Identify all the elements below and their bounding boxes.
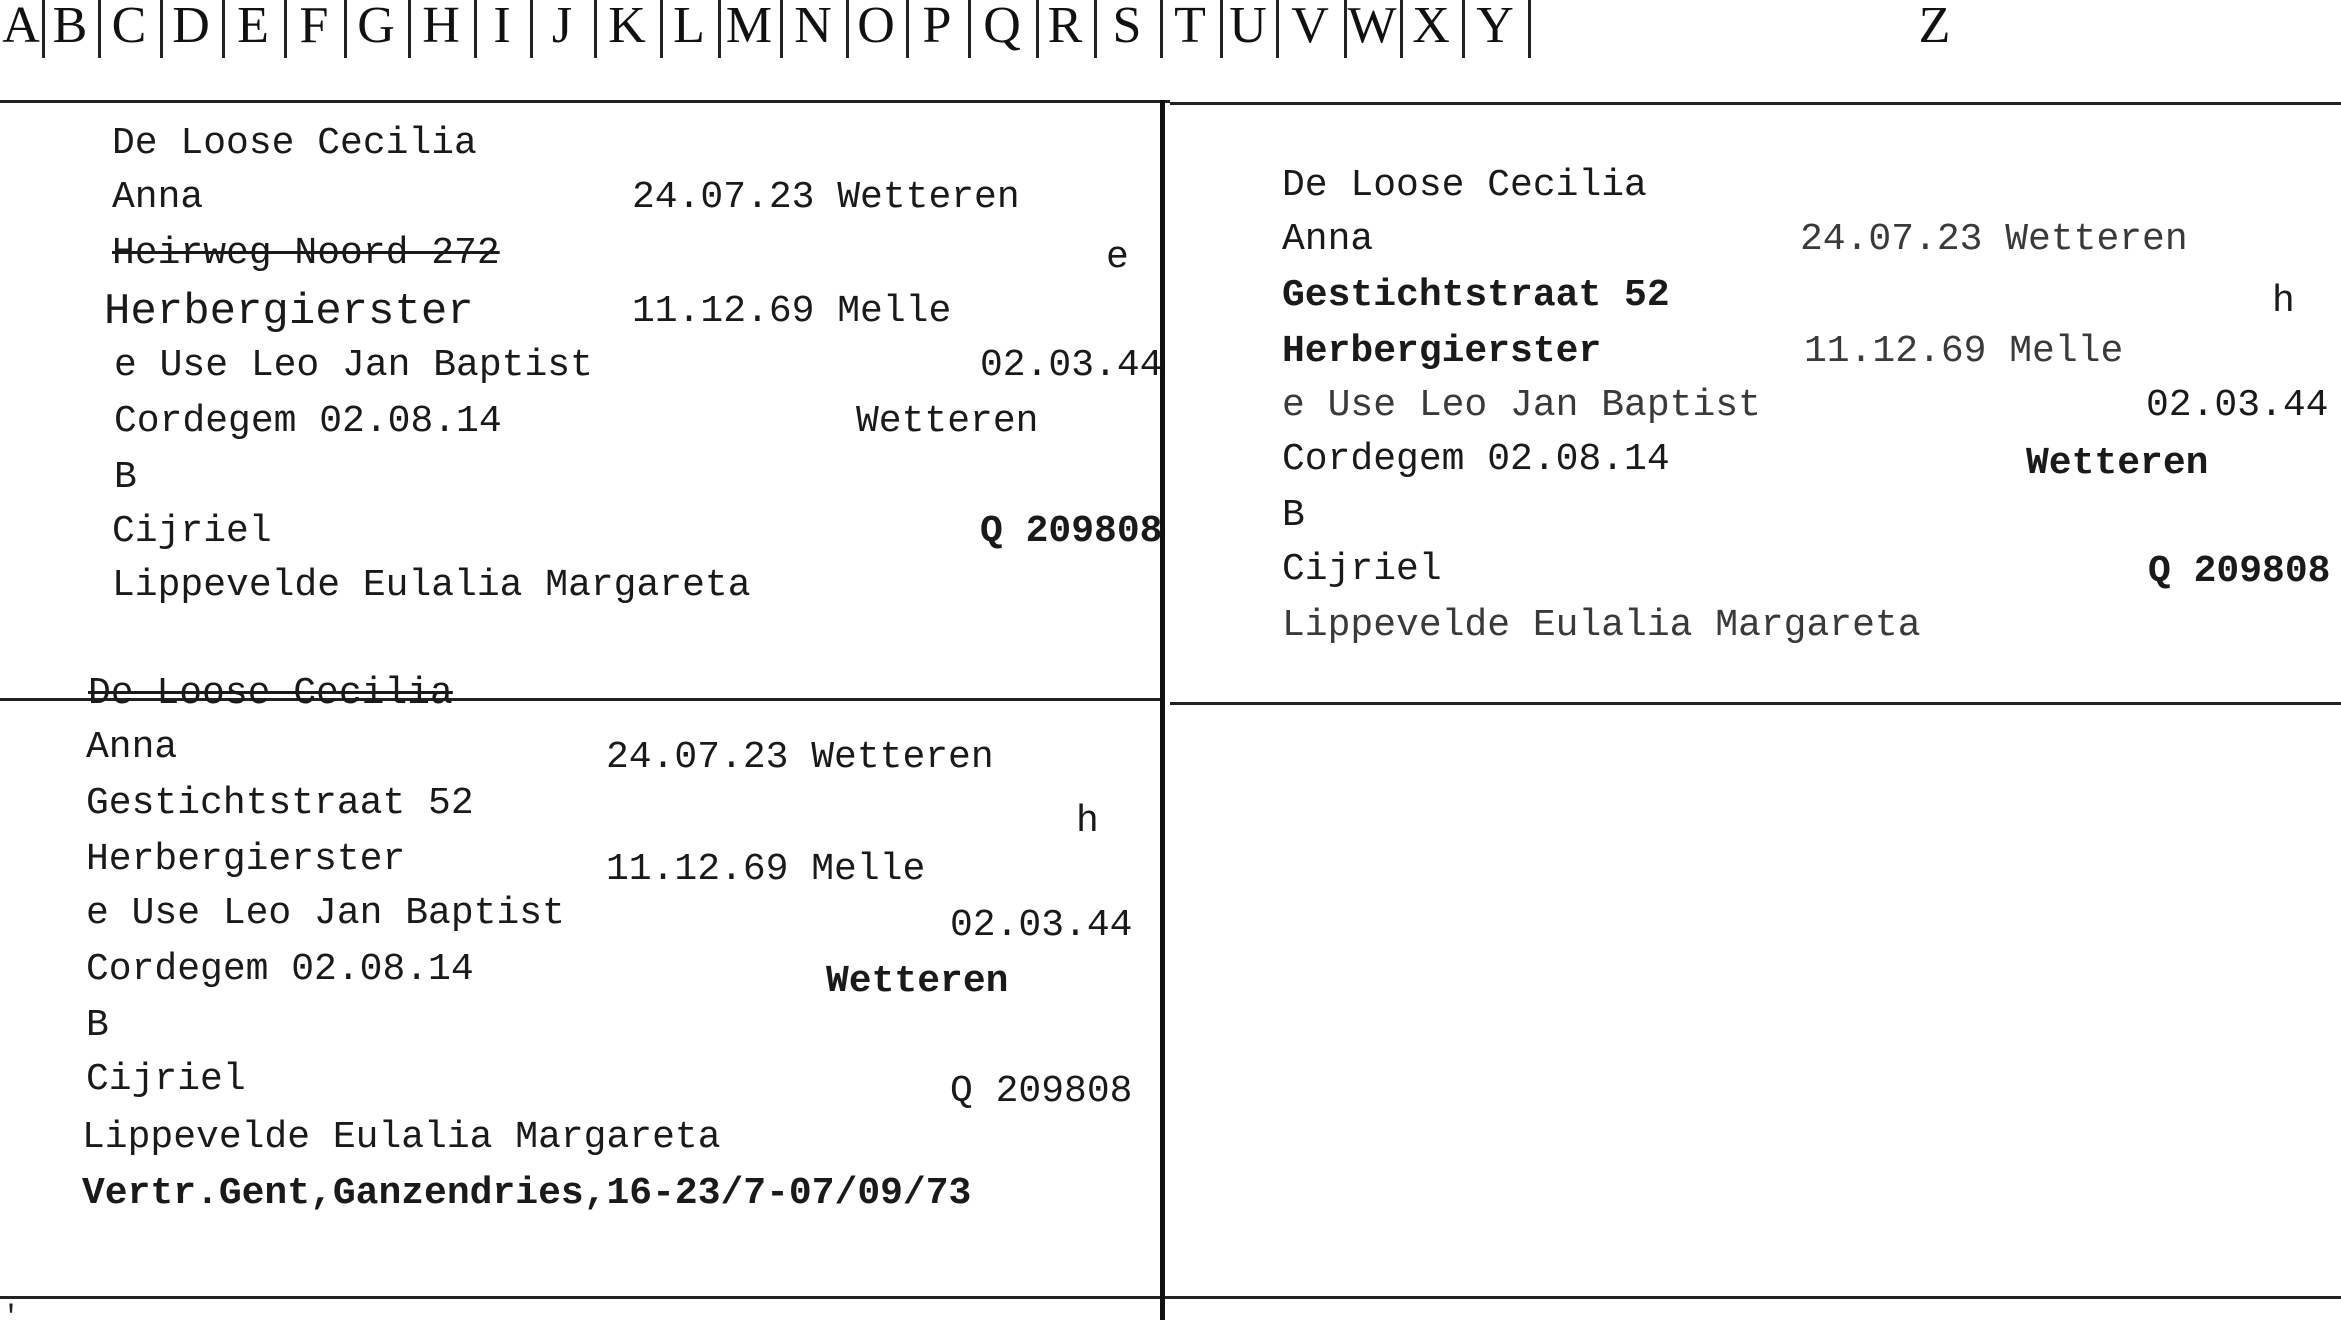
card-divider xyxy=(1160,100,1165,1320)
alphabet-separator xyxy=(1400,0,1403,58)
card-father: Cijriel xyxy=(86,1058,246,1101)
card-number: Q 209808 xyxy=(950,1070,1133,1113)
card-name: De Loose Cecilia xyxy=(112,122,477,165)
card-address: Gestichtstraat 52 xyxy=(86,782,474,825)
alphabet-letter-h: H xyxy=(422,0,460,54)
alphabet-letter-b: B xyxy=(52,0,88,54)
alphabet-separator xyxy=(968,0,971,58)
card-spouse: e Use Leo Jan Baptist xyxy=(114,344,593,387)
card-spouse-date: 02.03.44 xyxy=(980,344,1163,387)
alphabet-letter-j: J xyxy=(551,0,573,54)
alphabet-letter-o: O xyxy=(857,0,895,54)
top-rule xyxy=(0,100,1170,103)
card-spouse-place: Wetteren xyxy=(2026,442,2209,485)
card-name-struck: De Loose Cecilia xyxy=(88,672,453,715)
top-rule-right xyxy=(1170,102,2341,105)
alphabet-letter-r: R xyxy=(1047,0,1083,54)
card-spouse-date: 02.03.44 xyxy=(950,904,1133,947)
alphabet-letter-u: U xyxy=(1229,0,1267,54)
alphabet-separator xyxy=(1036,0,1039,58)
alphabet-letter-v: V xyxy=(1291,0,1329,54)
card-mother: Lippevelde Eulalia Margareta xyxy=(1282,604,1921,647)
card-birth: 24.07.23 Wetteren xyxy=(606,736,994,779)
alphabet-letter-e: E xyxy=(237,0,269,54)
alphabet-separator xyxy=(160,0,163,58)
alphabet-separator xyxy=(1094,0,1097,58)
alphabet-letter-y: Y xyxy=(1476,0,1514,54)
card-marriage: 11.12.69 Melle xyxy=(1804,330,2124,373)
alphabet-letter-z: Z xyxy=(1918,0,1951,54)
card-nationality: B xyxy=(86,1004,109,1047)
middle-rule-right xyxy=(1170,702,2341,705)
card-number: Q 209808 xyxy=(2148,550,2331,593)
card-mother: Lippevelde Eulalia Margareta xyxy=(82,1116,721,1159)
alphabet-letter-i: I xyxy=(493,0,511,54)
card-given-name: Anna xyxy=(112,176,204,219)
card-address-struck: Heirweg Noord 272 xyxy=(112,232,500,275)
card-spouse-birth: Cordegem 02.08.14 xyxy=(1282,438,1670,481)
alphabet-separator xyxy=(222,0,225,58)
card-status-code: h xyxy=(1076,800,1099,843)
card-spouse-birth: Cordegem 02.08.14 xyxy=(114,400,502,443)
alphabet-letter-k: K xyxy=(608,0,646,54)
bottom-rule xyxy=(0,1296,2341,1299)
alphabet-letter-m: M xyxy=(725,0,773,54)
card-name: De Loose Cecilia xyxy=(1282,164,1647,207)
alphabet-letter-x: X xyxy=(1412,0,1450,54)
alphabet-separator xyxy=(474,0,477,58)
alphabet-separator xyxy=(1276,0,1279,58)
card-spouse-place: Wetteren xyxy=(856,400,1039,443)
alphabet-separator xyxy=(780,0,783,58)
alphabet-index-strip xyxy=(0,0,2341,58)
alphabet-letter-p: P xyxy=(922,0,952,54)
alphabet-letter-q: Q xyxy=(983,0,1021,54)
card-mother: Lippevelde Eulalia Margareta xyxy=(112,564,751,607)
scan-mark: ' xyxy=(2,1301,21,1320)
alphabet-separator xyxy=(1528,0,1531,58)
card-father: Cijriel xyxy=(1282,548,1442,591)
alphabet-separator xyxy=(1462,0,1465,58)
card-birth: 24.07.23 Wetteren xyxy=(1800,218,2188,261)
card-spouse-place: Wetteren xyxy=(826,960,1009,1003)
card-number: Q 209808 xyxy=(980,510,1163,553)
card-occupation: Herbergierster xyxy=(86,838,406,881)
card-spouse-birth: Cordegem 02.08.14 xyxy=(86,948,474,991)
alphabet-letter-s: S xyxy=(1112,0,1142,54)
card-spouse-date: 02.03.44 xyxy=(2146,384,2329,427)
alphabet-separator xyxy=(530,0,533,58)
alphabet-letter-l: L xyxy=(673,0,705,54)
card-given-name: Anna xyxy=(1282,218,1374,261)
card-marriage: 11.12.69 Melle xyxy=(606,848,926,891)
alphabet-letter-t: T xyxy=(1174,0,1206,54)
card-marriage: 11.12.69 Melle xyxy=(632,290,952,333)
alphabet-separator xyxy=(846,0,849,58)
card-given-name: Anna xyxy=(86,726,178,769)
alphabet-letter-d: D xyxy=(172,0,210,54)
alphabet-letter-c: C xyxy=(111,0,147,54)
alphabet-separator xyxy=(906,0,909,58)
card-birth: 24.07.23 Wetteren xyxy=(632,176,1020,219)
alphabet-separator xyxy=(284,0,287,58)
card-status-code: e xyxy=(1106,236,1129,279)
alphabet-separator xyxy=(42,0,45,58)
card-occupation: Herbergierster xyxy=(1282,330,1602,373)
alphabet-letter-a: A xyxy=(2,0,40,54)
card-spouse: e Use Leo Jan Baptist xyxy=(86,892,565,935)
card-father: Cijriel xyxy=(112,510,272,553)
alphabet-separator xyxy=(344,0,347,58)
alphabet-separator xyxy=(1160,0,1163,58)
card-address: Gestichtstraat 52 xyxy=(1282,274,1670,317)
alphabet-letter-w: W xyxy=(1347,0,1397,54)
alphabet-letter-n: N xyxy=(794,0,832,54)
alphabet-letter-f: F xyxy=(299,0,329,54)
alphabet-separator xyxy=(660,0,663,58)
card-spouse: e Use Leo Jan Baptist xyxy=(1282,384,1761,427)
card-status-code: h xyxy=(2272,280,2295,323)
alphabet-letter-g: G xyxy=(357,0,395,54)
alphabet-separator xyxy=(718,0,721,58)
alphabet-separator xyxy=(98,0,101,58)
card-nationality: B xyxy=(1282,494,1305,537)
card-nationality: B xyxy=(114,456,137,499)
alphabet-separator xyxy=(408,0,411,58)
alphabet-separator xyxy=(1220,0,1223,58)
alphabet-separator xyxy=(1344,0,1347,58)
card-departure: Vertr.Gent,Ganzendries,16-23/7-07/09/73 xyxy=(82,1172,972,1215)
card-occupation: Herbergierster xyxy=(104,287,474,337)
alphabet-separator xyxy=(594,0,597,58)
